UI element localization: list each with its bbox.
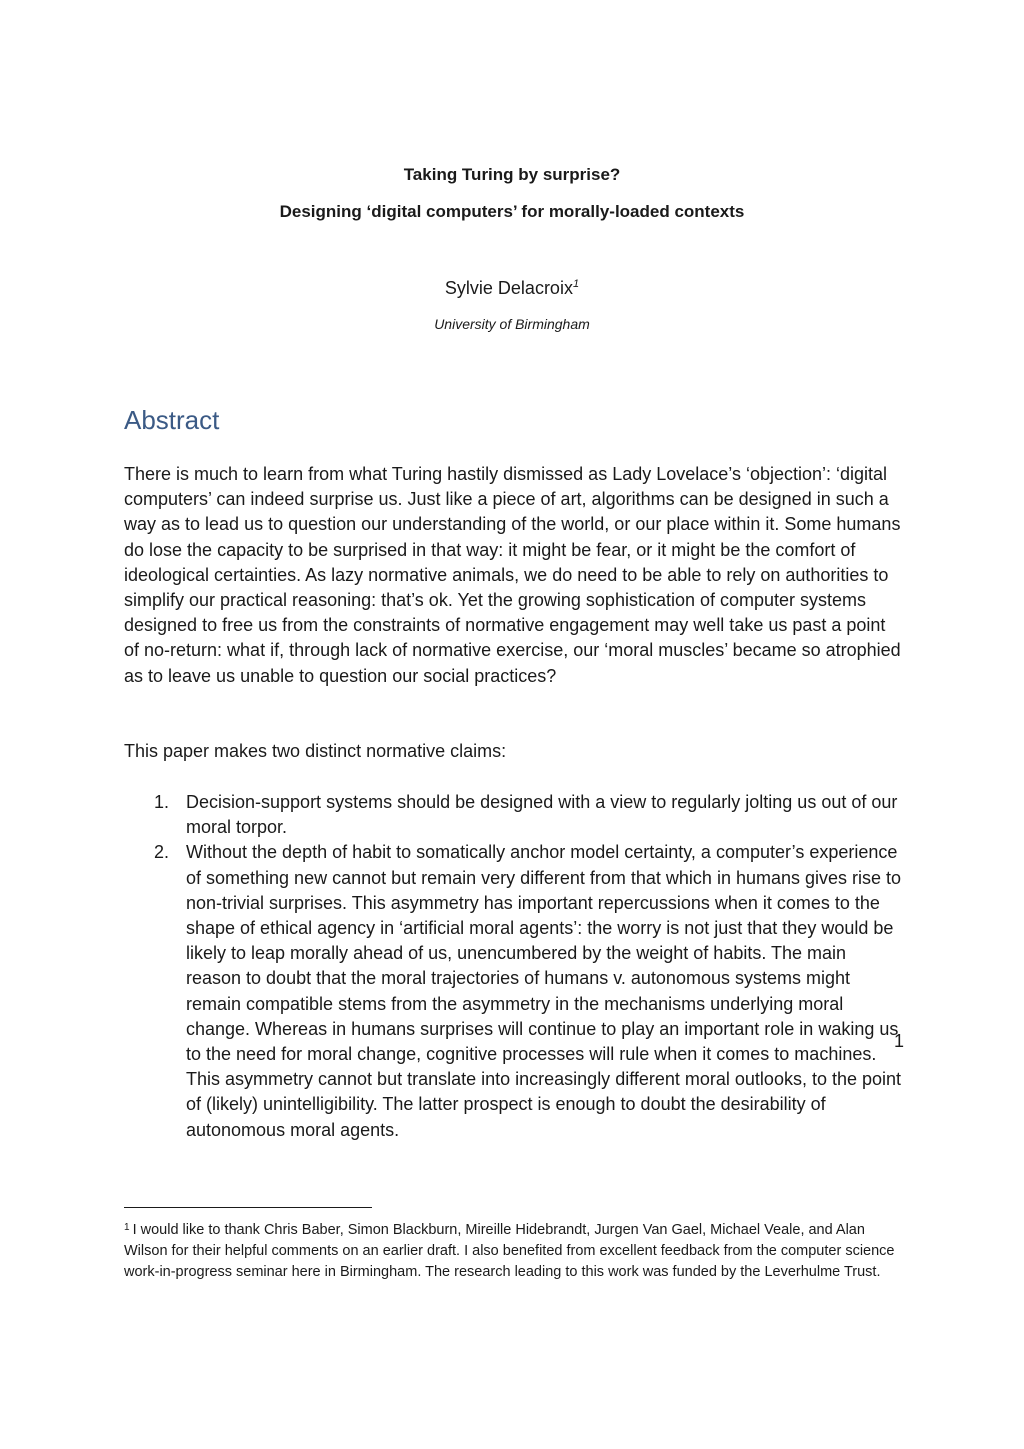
- claim-number: 1.: [154, 792, 170, 812]
- claim-item: [124, 840, 904, 1142]
- claims-list: [124, 790, 904, 1143]
- footnote-mark: 1: [124, 1222, 130, 1233]
- claim-text: Decision-support systems should be designed with a view to regularly jolting us out of our moral torpor.: [186, 792, 898, 838]
- claim-item: [124, 790, 904, 840]
- claims-intro: This paper makes two distinct normative claims:: [124, 741, 507, 761]
- paper-title: Taking Turing by surprise?: [403, 165, 621, 184]
- footnote-divider: [124, 1207, 372, 1208]
- footnote: [124, 1220, 904, 1283]
- paper-subtitle: Designing ‘digital computers’ for morally-loaded contexts: [279, 202, 745, 221]
- abstract-heading: Abstract: [124, 405, 220, 435]
- author-name: Sylvie Delacroix: [444, 278, 573, 298]
- footnote-text: I would like to thank Chris Baber, Simon Blackburn, Mireille Hidebrandt, Jurgen Van Gael, Michael Veale, and Alan Wilson for their helpful comments on an earlier draft. I also benefited from excellent feedback from the computer science work-in-progress seminar here in Birmingham. The research leading to this work was funded by the Leverhulme Trust.: [124, 1222, 895, 1280]
- claim-text: Without the depth of habit to somatically anchor model certainty, a computer’s experience of something new cannot but remain very different from that which in humans gives rise to non-trivial surprises. This asymmetry has important repercussions when it comes to the shape of ethical agency in ‘artificial moral agents’: the worry is not just that they would be likely to leap morally ahead of us, unencumbered by the weight of habits. The main reason to doubt that the moral trajectories of humans v. autonomous systems might remain compatible stems from the asymmetry in the mechanisms underlying moral change. Whereas in humans surprises will continue to play an important role in waking us to the need for moral change, cognitive processes will rule when it comes to machines. This asymmetry cannot but translate into increasingly different moral outlooks, to the point of (likely) unintelligibility. The latter prospect is enough to doubt the desirability of autonomous moral agents.: [186, 842, 902, 1140]
- claim-number: 2.: [154, 842, 170, 863]
- author-affiliation: University of Birmingham: [434, 316, 590, 332]
- page-number: 1: [893, 1031, 904, 1051]
- author-line: [0, 276, 1024, 300]
- author-footnote-mark[interactable]: 1: [572, 278, 580, 290]
- abstract-paragraph: There is much to learn from what Turing hastily dismissed as Lady Lovelace’s ‘objection’: ‘digital computers’ can indeed surprise us. Just like a piece of art, algorithms can be designed in such a way as to lead us to question our understanding of the world, or our place within it. Some humans do lose the capacity to be surprised in that way: it might be fear, or it might be the comfort of ideological certainties. As lazy normative animals, we do need to be able to rely on authorities to simplify our practical reasoning: that’s ok. Yet the growing sophistication of computer systems designed to free us from the constraints of normative engagement may well take us past a point of no-return: what if, through lack of normative exercise, our ‘moral muscles’ became so atrophied as to leave us unable to question our social practices?: [124, 464, 901, 686]
